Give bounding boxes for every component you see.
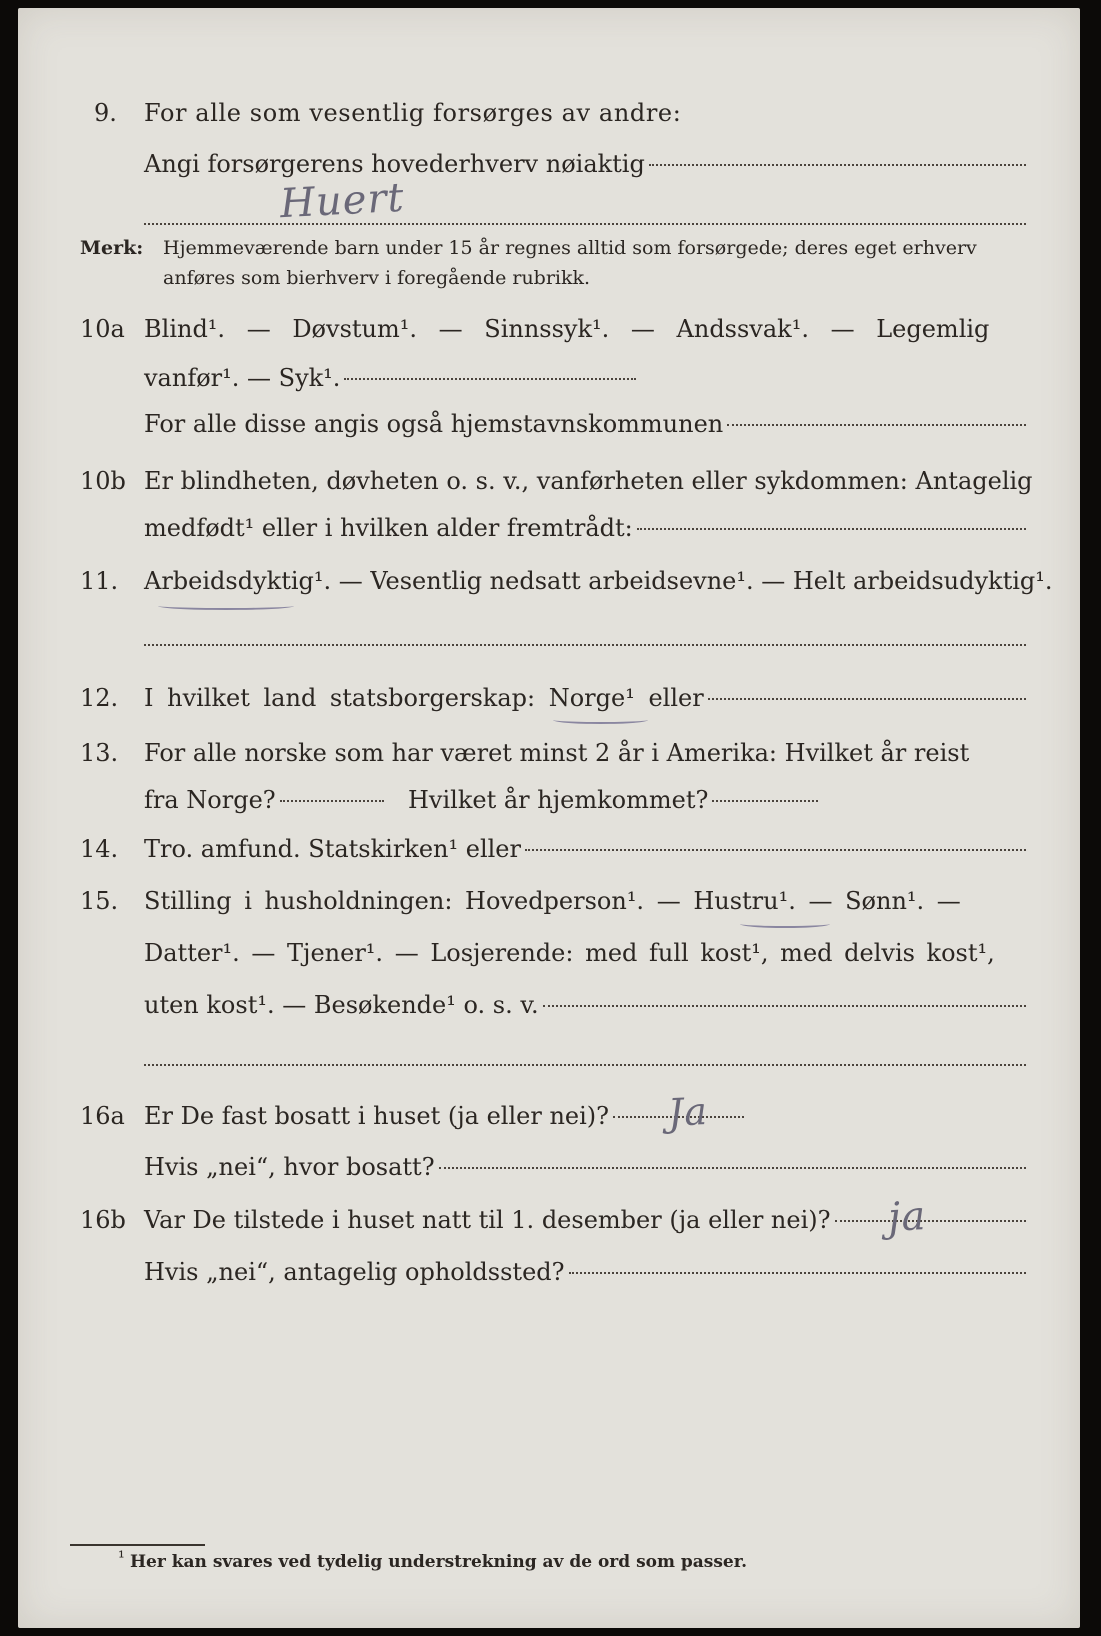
q9-answer-line bbox=[144, 223, 1026, 225]
q15-line2: Datter¹. — Tjener¹. — Losjerende: med full kost¹, med delvis kost¹, bbox=[144, 939, 995, 967]
q9-line2 bbox=[144, 149, 1026, 179]
census-form-page bbox=[18, 8, 1080, 1628]
q10b-line2-text: medfødt¹ eller i hvilken alder fremtrådt: bbox=[144, 514, 633, 542]
q11-number: 11. bbox=[80, 567, 119, 595]
q10b-line2 bbox=[144, 513, 1026, 543]
q11-line1: Arbeidsdyktig¹. — Vesentlig nedsatt arbeidsevne¹. — Helt arbeidsudyktig¹. bbox=[144, 567, 1053, 595]
q16a-line1-text: Er De fast bosatt i huset (ja eller nei)? bbox=[144, 1102, 610, 1130]
q13-line1: For alle norske som har været minst 2 år i Amerika: Hvilket år reist bbox=[144, 739, 970, 767]
q16b-opholdssted-fill-line bbox=[569, 1272, 1026, 1274]
q10a-syk-fill-line bbox=[344, 378, 636, 380]
q12-fill-line bbox=[708, 698, 1026, 700]
q13-hjemkommet-fill-line bbox=[712, 800, 818, 802]
q13-line2b-text: Hvilket år hjemkommet? bbox=[408, 786, 709, 814]
q15-hustru-underline bbox=[740, 920, 830, 928]
q12-norge-underline bbox=[553, 716, 648, 724]
q9-handwritten-answer: Huert bbox=[278, 174, 406, 228]
q10a-number: 10a bbox=[80, 315, 125, 343]
q15-line3 bbox=[144, 990, 1026, 1020]
q16a-line1 bbox=[144, 1101, 744, 1131]
footnote-text: Her kan svares ved tydelig understrekning av de ord som passer. bbox=[130, 1552, 748, 1572]
q10b-number: 10b bbox=[80, 467, 126, 495]
q15-number: 15. bbox=[80, 887, 119, 915]
q10a-hjemstavn-fill-line bbox=[727, 424, 1026, 426]
q9-fill-line bbox=[649, 164, 1026, 166]
q13-reist-fill-line bbox=[280, 800, 384, 802]
footnote-rule bbox=[70, 1544, 205, 1546]
q10b-fill-line bbox=[637, 528, 1026, 530]
q13-line2b bbox=[408, 785, 818, 815]
q16b-line2-text: Hvis „nei“, antagelig opholdssted? bbox=[144, 1258, 565, 1286]
q14-line bbox=[144, 834, 1026, 864]
merk-label: Merk: bbox=[80, 237, 144, 259]
q15-answer-line bbox=[144, 1064, 1026, 1066]
q13-line2a bbox=[144, 785, 384, 815]
q9-number: 9. bbox=[94, 99, 117, 127]
q10a-line2-text: vanfør¹. — Syk¹. bbox=[144, 364, 341, 392]
q16a-handwritten-answer: Ja bbox=[666, 1088, 710, 1136]
q14-number: 14. bbox=[80, 835, 119, 863]
merk-line1: Hjemmeværende barn under 15 år regnes alltid som forsørgede; deres eget erhverv bbox=[163, 237, 977, 259]
q10a-line3 bbox=[144, 409, 1026, 439]
q16b-handwritten-answer: ja bbox=[886, 1193, 928, 1241]
footnote-marker: ¹ bbox=[118, 1548, 125, 1568]
q16b-line1-text: Var De tilstede i huset natt til 1. desember (ja eller nei)? bbox=[144, 1206, 831, 1234]
q16a-number: 16a bbox=[80, 1102, 125, 1130]
q13-number: 13. bbox=[80, 739, 119, 767]
q12-number: 12. bbox=[80, 684, 119, 712]
q13-line2a-text: fra Norge? bbox=[144, 786, 276, 814]
q16a-bosatt-fill-line bbox=[439, 1167, 1026, 1169]
q9-line2-text: Angi forsørgerens hovederhverv nøiaktig bbox=[144, 150, 645, 178]
q16b-line2 bbox=[144, 1257, 1026, 1287]
q10b-line1: Er blindheten, døvheten o. s. v., vanførheten eller sykdommen: Antagelig bbox=[144, 467, 1033, 495]
q11-arbeidsdyktig-underline bbox=[158, 602, 294, 610]
q11-answer-line bbox=[144, 644, 1026, 646]
q16b-number: 16b bbox=[80, 1206, 126, 1234]
q16b-fill-line bbox=[835, 1220, 1027, 1222]
q10a-line3-text: For alle disse angis også hjemstavnskommunen bbox=[144, 410, 724, 438]
q12-line1-text: I hvilket land statsborgerskap: Norge¹ eller bbox=[144, 684, 704, 712]
q15-fill-line bbox=[543, 1005, 1026, 1007]
q12-line bbox=[144, 683, 1026, 713]
q10a-line1: Blind¹. — Døvstum¹. — Sinnssyk¹. — Andssvak¹. — Legemlig bbox=[144, 315, 990, 343]
q10a-line2 bbox=[144, 363, 636, 393]
q15-line1: Stilling i husholdningen: Hovedperson¹. — Hustru¹. — Sønn¹. — bbox=[144, 887, 961, 915]
q9-line1: For alle som vesentlig forsørges av andre: bbox=[144, 99, 682, 127]
merk-line2: anføres som bierhverv i foregående rubrikk. bbox=[163, 267, 591, 289]
q14-fill-line bbox=[525, 849, 1026, 851]
q16a-line2-text: Hvis „nei“, hvor bosatt? bbox=[144, 1153, 435, 1181]
q16a-line2 bbox=[144, 1152, 1026, 1182]
q14-line1-text: Tro. amfund. Statskirken¹ eller bbox=[144, 835, 521, 863]
q15-line3-text: uten kost¹. — Besøkende¹ o. s. v. bbox=[144, 991, 539, 1019]
